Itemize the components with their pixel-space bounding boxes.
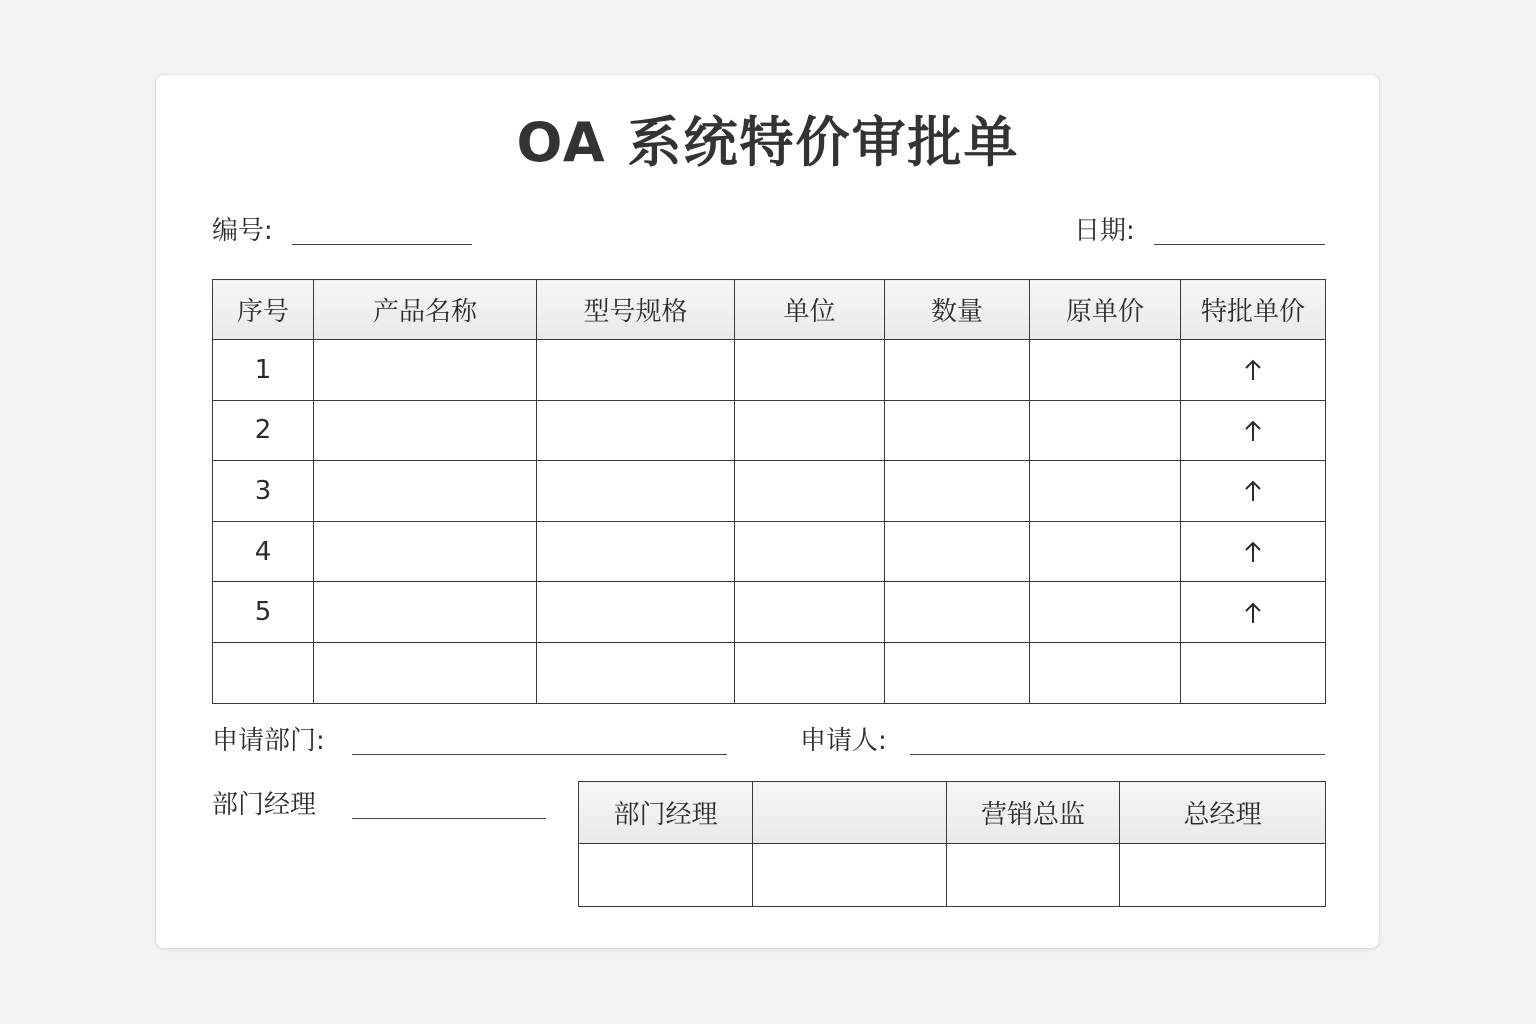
dept-manager-input[interactable] [352,818,546,819]
header-original-price: 原单价 [1030,280,1181,340]
items-table [212,279,1326,704]
header-special-price: 特批单价 [1181,280,1326,340]
approval-header-dept-manager: 部门经理 [579,782,753,844]
approval-header-general-manager: 总经理 [1120,782,1326,844]
cell-original-price[interactable] [1030,642,1181,703]
cell-special-price[interactable] [1181,582,1326,643]
cell-original-price[interactable] [1030,461,1181,522]
cell-product-name[interactable] [314,582,537,643]
cell-model-spec[interactable] [537,461,735,522]
cell-quantity[interactable] [885,582,1030,643]
approval-signature-row [579,844,1326,907]
header-product-name: 产品名称 [314,280,537,340]
cell-product-name[interactable] [314,461,537,522]
cell-unit[interactable] [735,582,885,643]
cell-model-spec[interactable] [537,400,735,461]
cell-model-spec[interactable] [537,582,735,643]
approval-header-marketing-director: 营销总监 [947,782,1120,844]
cell-index: 5 [213,582,314,643]
department-input[interactable] [352,754,727,755]
cell-original-price[interactable] [1030,400,1181,461]
cell-original-price[interactable] [1030,582,1181,643]
dept-manager-label: 部门经理 [212,790,317,820]
table-row [213,340,1326,401]
approval-cell-blank[interactable] [753,844,947,907]
date-input[interactable] [1154,244,1325,245]
cell-special-price[interactable] [1181,340,1326,401]
table-row [213,582,1326,643]
cell-unit[interactable] [735,340,885,401]
approval-cell-general-manager[interactable] [1120,844,1326,907]
cell-special-price[interactable] [1181,642,1326,703]
table-row [213,400,1326,461]
cell-unit[interactable] [735,642,885,703]
date-label: 日期: [1074,216,1135,246]
serial-input[interactable] [292,244,472,245]
cell-unit[interactable] [735,400,885,461]
arrow-up-icon [1244,358,1262,382]
cell-quantity[interactable] [885,461,1030,522]
table-row [213,521,1326,582]
cell-special-price[interactable] [1181,400,1326,461]
cell-original-price[interactable] [1030,340,1181,401]
arrow-up-icon [1244,540,1262,564]
cell-index: 2 [213,400,314,461]
cell-product-name[interactable] [314,400,537,461]
items-header-row [213,280,1326,340]
serial-label: 编号: [212,216,273,246]
cell-quantity[interactable] [885,642,1030,703]
cell-product-name[interactable] [314,642,537,703]
cell-index: 3 [213,461,314,522]
approval-table [578,781,1326,907]
cell-product-name[interactable] [314,521,537,582]
cell-model-spec[interactable] [537,340,735,401]
approval-cell-dept-manager[interactable] [579,844,753,907]
approval-header-blank [753,782,947,844]
table-row [213,461,1326,522]
header-index: 序号 [213,280,314,340]
cell-index: 4 [213,521,314,582]
cell-quantity[interactable] [885,400,1030,461]
form-title: OA 系统特价审批单 [516,111,1020,174]
header-unit: 单位 [735,280,885,340]
cell-special-price[interactable] [1181,461,1326,522]
arrow-up-icon [1244,479,1262,503]
cell-special-price[interactable] [1181,521,1326,582]
cell-index [213,642,314,703]
cell-quantity[interactable] [885,340,1030,401]
cell-quantity[interactable] [885,521,1030,582]
cell-product-name[interactable] [314,340,537,401]
approval-cell-marketing-director[interactable] [947,844,1120,907]
table-row [213,642,1326,703]
cell-index: 1 [213,340,314,401]
header-quantity: 数量 [885,280,1030,340]
applicant-label: 申请人: [800,726,887,756]
approval-header-row [579,782,1326,844]
header-model-spec: 型号规格 [537,280,735,340]
arrow-up-icon [1244,601,1262,625]
cell-unit[interactable] [735,521,885,582]
cell-original-price[interactable] [1030,521,1181,582]
department-label: 申请部门: [212,726,325,756]
cell-model-spec[interactable] [537,642,735,703]
cell-model-spec[interactable] [537,521,735,582]
applicant-input[interactable] [910,754,1325,755]
cell-unit[interactable] [735,461,885,522]
arrow-up-icon [1244,419,1262,443]
